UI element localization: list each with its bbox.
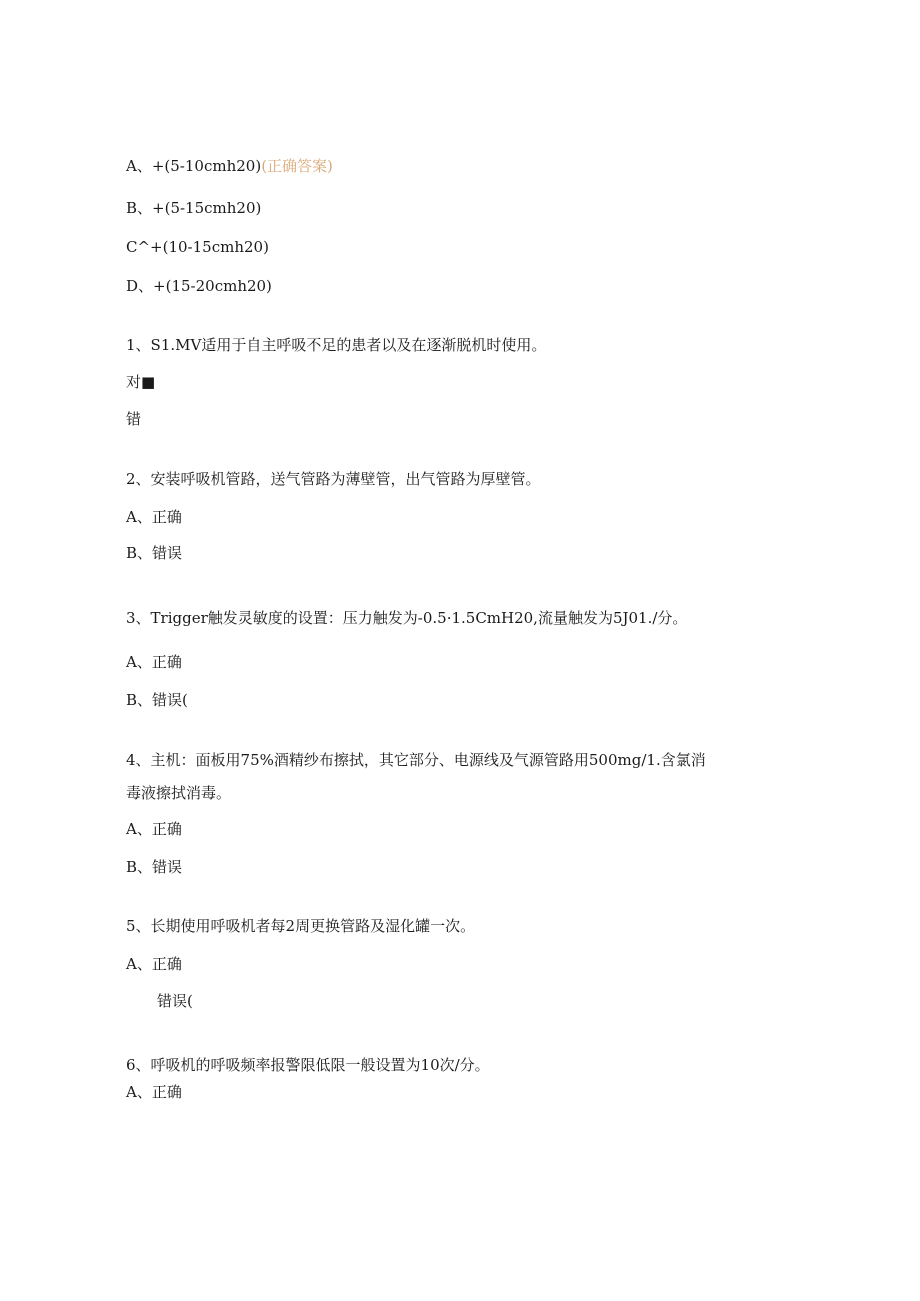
q0-option-a-text: A、+(5-10cmh20): [126, 157, 262, 175]
q2-option-a: A、正确: [126, 508, 182, 526]
q4-option-b: B、错误: [126, 858, 183, 876]
q4-question-line2: 毒液擦拭消毒。: [126, 784, 232, 802]
q3-option-b: B、错误(: [126, 691, 188, 709]
correct-answer-note: (正确答案): [261, 157, 333, 175]
q3-option-a: A、正确: [126, 653, 182, 671]
q3-question: 3、Trigger触发灵敏度的设置：压力触发为-0.5·1.5CmH20,流量触发为5J01./分。: [126, 609, 688, 627]
q0-option-d: D、+(15-20cmh20): [126, 277, 272, 295]
q6-question: 6、呼吸机的呼吸频率报警限低限一般设置为10次/分。: [126, 1056, 490, 1074]
q1-option-false: 错: [126, 410, 142, 428]
q5-option-b: 错误(: [157, 992, 193, 1010]
q1-question: 1、S1.MV适用于自主呼吸不足的患者以及在逐渐脱机时使用。: [126, 336, 547, 354]
q4-option-a: A、正确: [126, 820, 182, 838]
q4-question-line1: 4、主机：面板用75%酒精纱布擦拭，其它部分、电源线及气源管路用500mg/1.含氯消: [126, 751, 706, 769]
q5-option-a: A、正确: [126, 955, 182, 973]
q0-option-a: [126, 156, 333, 176]
q1-option-true: 对■: [126, 373, 156, 391]
q6-option-a: A、正确: [126, 1083, 182, 1101]
q5-question: 5、长期使用呼吸机者每2周更换管路及湿化罐一次。: [126, 917, 476, 935]
q0-option-c: C^+(10-15cmh20): [126, 238, 269, 256]
q2-question: 2、安装呼吸机管路，送气管路为薄壁管，出气管路为厚壁管。: [126, 470, 541, 488]
q0-option-b: B、+(5-15cmh20): [126, 199, 262, 217]
q2-option-b: B、错误: [126, 544, 183, 562]
